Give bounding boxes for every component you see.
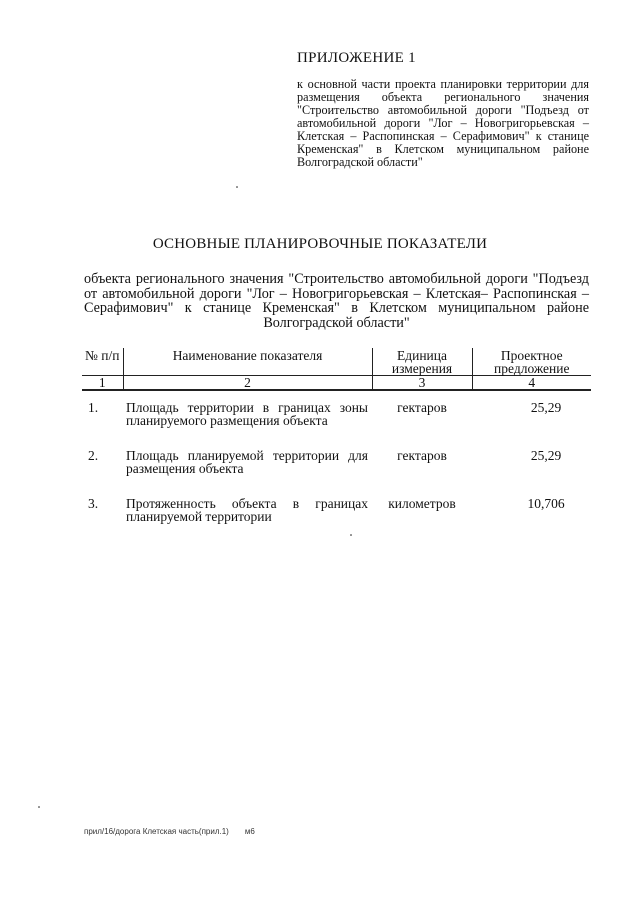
appendix-note: к основной части проекта планировки территории для размещения объекта регионального значения "Строительство автомобильной дороги "Подъезд от автомобильной дороги "Лог – Новогригорьевская – Клетская – Распопинская – Серафимович" к станице Кременская" в Клетском муниципальном районе Волгоградской области" [297, 77, 589, 169]
row-value: 25,29 [530, 400, 562, 415]
footer [84, 827, 255, 836]
page-title: ОСНОВНЫЕ ПЛАНИРОВОЧНЫЕ ПОКАЗАТЕЛИ [152, 236, 488, 252]
column-number-2: 2 [123, 376, 372, 391]
row-unit: километров [388, 496, 456, 511]
row-number: 1. [88, 400, 99, 415]
header-cell-unit: Единица измерения [372, 348, 472, 376]
header-cell-value: Проектное предложение [472, 348, 591, 376]
row-value: 10,706 [527, 496, 565, 511]
row-number: 2. [88, 448, 99, 463]
row-unit: гектаров [397, 400, 447, 415]
row-name: Площадь территории в границах зоны планируемого размещения объекта [126, 400, 368, 428]
row-value: 25,29 [530, 448, 562, 463]
column-number-1: 1 [82, 376, 123, 391]
column-number-4: 4 [472, 376, 591, 391]
row-unit: гектаров [397, 448, 447, 463]
appendix-title: ПРИЛОЖЕНИЕ 1 [297, 50, 416, 66]
row-name: Площадь планируемой территории для размещения объекта [126, 448, 368, 476]
header-cell-number: № п/п [82, 348, 123, 376]
table-row [82, 475, 591, 523]
table-row [82, 427, 591, 475]
footer-path: прил/16/дорога Клетская часть(прил.1) [84, 827, 229, 836]
column-number-3: 3 [372, 376, 472, 391]
page-subtitle: объекта регионального значения "Строительство автомобильной дороги "Подъезд от автомобильной дороги "Лог – Новогригорьевская – Клетская– Распопинская – Серафимович" к станице Кременская" в Клетском муниципальном районе Волгоградской области" [84, 271, 589, 331]
indicators-table [82, 348, 591, 523]
table-row [82, 390, 591, 427]
row-number: 3. [88, 496, 99, 511]
scan-speck [236, 186, 238, 188]
header-cell-name: Наименование показателя [123, 348, 372, 376]
footer-sig: м6 [244, 827, 255, 836]
scan-speck [350, 534, 352, 536]
scan-speck [38, 806, 40, 808]
row-name: Протяженность объекта в границах планируемой территории [126, 496, 368, 524]
